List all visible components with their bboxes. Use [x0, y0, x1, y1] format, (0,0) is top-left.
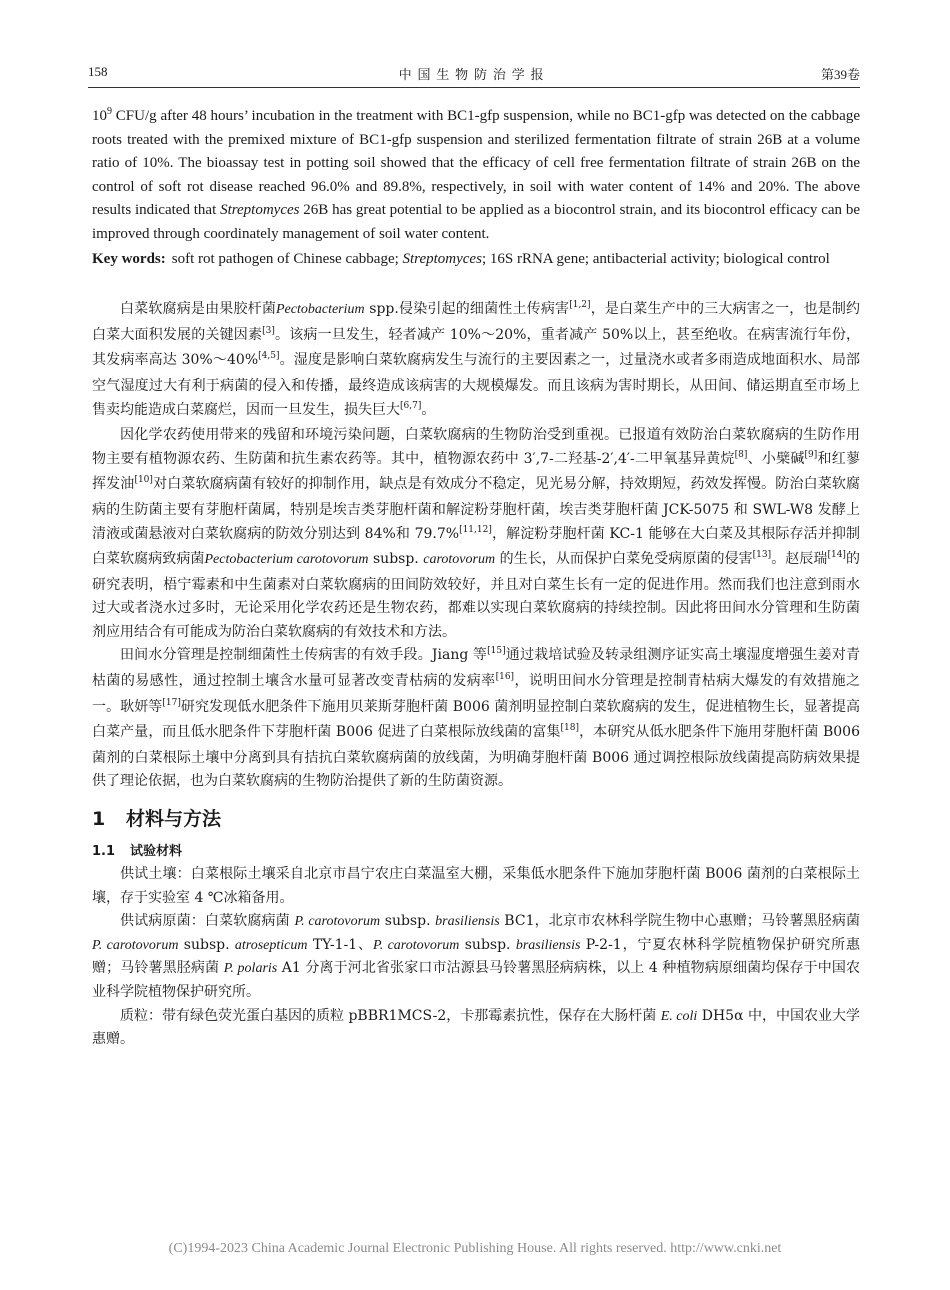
- species-name: brasiliensis: [515, 937, 581, 953]
- intro-paragraph-3: [92, 644, 860, 794]
- keywords-label: Key words:: [92, 250, 166, 267]
- citation[interactable]: [13]: [752, 550, 772, 561]
- citation[interactable]: [3]: [262, 325, 275, 336]
- body-text: 、小檗碱: [747, 450, 805, 467]
- body-text: BC1，北京市农林科学院生物中心惠赠；马铃薯黑胫病菌: [499, 913, 860, 930]
- body-text: spp.侵染引起的细菌性土传病害: [364, 301, 570, 318]
- citation[interactable]: [17]: [162, 697, 181, 708]
- intro-paragraph-1: [92, 298, 860, 424]
- citation[interactable]: [16]: [495, 672, 515, 683]
- species-name: P. polaris: [223, 961, 278, 977]
- body-text: 通过栽培试验及转录组测序证实高土壤湿度增强生姜对青枯菌的易感性，通过控制土壤含水量可显著改变青枯病的发病率: [92, 647, 861, 690]
- citation[interactable]: [10]: [134, 475, 153, 486]
- body-text: P-2-1，宁夏农林科学院植物保护研究所惠赠；马铃薯黑胫病菌: [92, 936, 860, 977]
- subsection-heading: [92, 840, 860, 863]
- citation[interactable]: [9]: [804, 449, 818, 460]
- species-name: Pectobacterium carotovorum: [204, 552, 369, 568]
- section-heading: [92, 804, 860, 834]
- abstract-text: CFU/g after 48 hours’ incubation in the treatment with BC1-gfp suspension, while no BC1-gfp was detected on the cabbage roots treated with the premixed mixture of BC1-gfp suspension and sterilized fermentation filtrate of strain 26B at a volume ratio of 10%. The bioassay test in potting soil showed that the efficacy of cell free fermentation filtrate of strain 26B on the control of soft rot disease reached 96.0% and 89.8%, respectively, in soil with water content of 14% and 20%. The above results indicated that: [92, 108, 860, 219]
- species-name: brasiliensis: [435, 914, 500, 930]
- body-text: 田间水分管理是控制细菌性土传病害的有效手段。Jiang 等: [120, 647, 488, 664]
- materials-pathogens: [92, 910, 860, 1004]
- keyword-text: soft rot pathogen of Chinese cabbage;: [171, 250, 403, 267]
- body-text: 因化学农药使用带来的残留和环境污染问题，白菜软腐病的生物防治受到重视。已报道有效防治白菜软腐病的生防作用物主要有植物源农药、生防菌和抗生素农药等。其中，植物源农药中 3′,7-二羟基-2′,4′-二甲氧基异黄烷: [92, 427, 860, 467]
- materials-plasmid: [92, 1005, 860, 1052]
- body-text: 的生长，从而保护白菜免受病原菌的侵害: [495, 551, 753, 568]
- keywords-text: [172, 248, 860, 272]
- body-text: 对白菜软腐病菌有较好的抑制作用，缺点是有效成分不稳定，见光易分解，持效期短，药效发挥慢。防治白菜软腐病的生防菌主要有芽胞杆菌属，特别是埃吉类芽胞杆菌和解淀粉芽胞杆菌，埃吉类芽胞杆菌 JCK-5075 和 SWL-W8 发酵上清液或菌悬液对白菜软腐病的防效分别达到 84%和 79.7%: [92, 476, 861, 542]
- abstract-text: 10: [92, 108, 107, 124]
- body-text: 和红蓼挥发油: [92, 450, 860, 493]
- abstract-text: 26B has great potential to be applied as a biocontrol strain, and its biocontrol efficacy can be improved through coordinately management of soil water content.: [92, 202, 860, 242]
- body-text: 。: [421, 401, 436, 418]
- intro-paragraph-2: [92, 424, 860, 644]
- section-title: 材料与方法: [126, 808, 222, 831]
- keyword-text: ; 16S rRNA gene; antibacterial activity; biological control: [481, 250, 830, 267]
- page-content: [92, 100, 860, 1052]
- materials-soil: [92, 863, 860, 910]
- genus-name: Streptomyces: [220, 202, 300, 219]
- body-text: subsp.: [459, 936, 516, 953]
- abstract-continuation: [92, 100, 860, 247]
- body-text: DH5α 中，中国农业大学惠赠。: [92, 1007, 860, 1048]
- citation[interactable]: [6,7]: [400, 400, 422, 411]
- body-text: 。湿度是影响白菜软腐病发生与流行的主要因素之一，过量浇水或者多雨造成地面积水、局部空气湿度过大有利于病菌的侵入和传播，最终造成该病害的大规模爆发。而且该病为害时期长，从田间、储运期直至市场上售卖均能造成白菜腐烂，因而一旦发生，损失巨大: [92, 352, 861, 418]
- body-text: subsp.: [178, 936, 235, 953]
- keywords: [92, 248, 860, 272]
- body-text: 的研究表明，梧宁霉素和中生菌素对白菜软腐病的田间防效较好，并且对白菜生长有一定的促进作用。然而我们也注意到雨水过大或者浇水过多时，无论采用化学农药还是生物农药，都难以实现白菜软腐病的持续控制。因此将田间水分管理和生防菌剂应用结合有可能成为防治白菜软腐病的有效技术和方法。: [92, 551, 861, 640]
- superscript: 9: [107, 106, 112, 117]
- keyword-genus: Streptomyces: [402, 250, 482, 267]
- citation[interactable]: [11,12]: [459, 524, 492, 535]
- body-text: subsp.: [380, 913, 436, 930]
- body-text: 白菜软腐病是由果胶杆菌: [120, 301, 276, 318]
- citation[interactable]: [4,5]: [258, 351, 280, 362]
- body-text: ，本研究从低水肥条件下施用芽胞杆菌 B006 菌剂的白菜根际土壤中分离到具有拮抗白菜软腐病菌的放线菌，为明确芽胞杆菌 B006 通过调控根际放线菌提高防病效果提供了理论依据，也为白菜软腐病的生物防治提供了新的生防菌资源。: [92, 724, 860, 790]
- body-text: ，是白菜生产中的三大病害之一，也是制约白菜大面积发展的关键因素: [92, 301, 861, 343]
- species-name: E. coli: [660, 1008, 698, 1024]
- citation[interactable]: [1,2]: [569, 300, 591, 311]
- species-name: P. carotovorum: [294, 914, 381, 930]
- page-header: [88, 64, 860, 86]
- body-text: ，解淀粉芽胞杆菌 KC-1 能够在大白菜及其根际存活并抑制白菜软腐病致病菌: [92, 525, 860, 568]
- species-name: atrosepticum: [234, 937, 308, 953]
- species-name: P. carotovorum: [372, 937, 460, 953]
- body-text: 。赵辰瑞: [771, 551, 828, 568]
- body-text: TY-1-1、: [307, 936, 373, 953]
- journal-title: 中国生物防治学报: [398, 67, 550, 82]
- body-text: 供试土壤：白菜根际土壤采自北京市昌宁农庄白菜温室大棚，采集低水肥条件下施加芽胞杆菌 B006 菌剂的白菜根际土壤，存于实验室 4 ℃冰箱备用。: [92, 866, 860, 906]
- body-text: 供试病原菌：白菜软腐病菌: [120, 913, 295, 930]
- header-rule: [88, 87, 860, 88]
- species-name: P. carotovorum: [92, 937, 179, 953]
- subsection-number: 1.1: [92, 844, 116, 860]
- body-text: 。该病一旦发生，轻者减产 10%～20%，重者减产 50%以上，甚至绝收。在病害流行年份，其发病率高达 30%～40%: [92, 326, 861, 369]
- body-text: A1 分离于河北省张家口市沽源县马铃薯黑胫病病株，以上 4 种植物病原细菌均保存于中国农业科学院植物保护研究所。: [92, 960, 860, 1000]
- volume-label: 第39卷: [820, 67, 860, 82]
- body-text: 研究发现低水肥条件下施用贝莱斯芽胞杆菌 B006 菌剂明显控制白菜软腐病的发生，促进植物生长，显著提高白菜产量，而且低水肥条件下芽胞杆菌 B006 促进了白菜根际放线菌的富集: [92, 698, 860, 741]
- page-number: 158: [88, 64, 108, 79]
- copyright-footer: (C)1994-2023 China Academic Journal Electronic Publishing House. All rights reserved. http://www.cnki.net: [168, 1241, 782, 1256]
- citation[interactable]: [14]: [827, 550, 846, 561]
- species-name: carotovorum: [423, 552, 496, 568]
- body-text: subsp.: [368, 551, 424, 568]
- body-text: 质粒：带有绿色荧光蛋白基因的质粒 pBBR1MCS-2，卡那霉素抗性，保存在大肠杆菌: [120, 1007, 661, 1024]
- citation[interactable]: [18]: [560, 723, 579, 734]
- body-text: ，说明田间水分管理是控制青枯病大爆发的有效措施之一。耿妍等: [92, 673, 861, 715]
- section-number: 1: [92, 808, 106, 831]
- citation[interactable]: [15]: [487, 646, 506, 657]
- genus-name: Pectobacterium: [276, 302, 365, 318]
- citation[interactable]: [8]: [734, 449, 748, 460]
- subsection-title: 试验材料: [130, 844, 183, 860]
- article-body: [92, 298, 860, 1052]
